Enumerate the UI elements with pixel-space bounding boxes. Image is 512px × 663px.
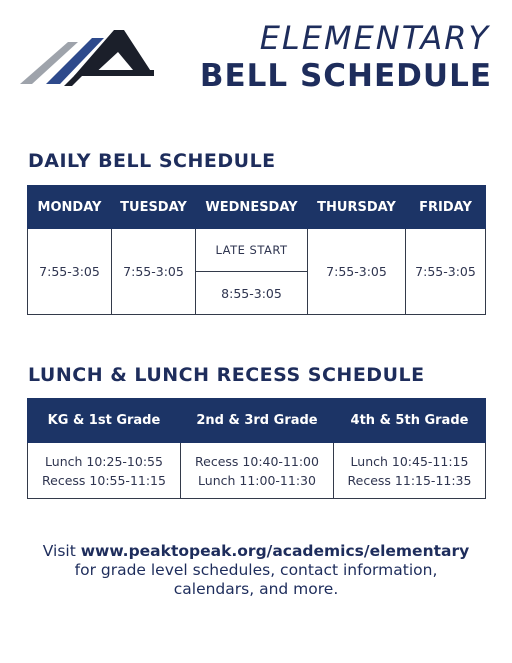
4th-5th-line2: Recess 11:15-11:35 — [347, 472, 472, 488]
lunch-schedule-heading: LUNCH & LUNCH RECESS SCHEDULE — [28, 364, 425, 386]
kg-1st-line2: Recess 10:55-11:15 — [42, 472, 166, 488]
friday-time: 7:55-3:05 — [406, 229, 486, 315]
footer-url-link[interactable]: www.peaktopeak.org/academics/elementary — [80, 542, 470, 560]
column-header-wednesday: WEDNESDAY — [196, 186, 308, 229]
lunch-row — [28, 443, 486, 499]
column-header-tuesday: TUESDAY — [112, 186, 196, 229]
2nd-3rd-line1: Recess 10:40-11:00 — [195, 453, 319, 469]
lunch-schedule-table — [27, 398, 486, 499]
wednesday-time: 8:55-3:05 — [196, 272, 308, 315]
lunch-header-row — [28, 399, 486, 443]
footer-line1 — [20, 542, 492, 561]
wednesday-late-start: LATE START — [196, 229, 308, 272]
kg-1st-line1: Lunch 10:25-10:55 — [45, 453, 163, 469]
column-header-friday: FRIDAY — [406, 186, 486, 229]
footer-text — [20, 542, 492, 599]
tuesday-time: 7:55-3:05 — [112, 229, 196, 315]
2nd-3rd-line2: Lunch 11:00-11:30 — [198, 472, 316, 488]
4th-5th-line1: Lunch 10:45-11:15 — [350, 453, 469, 469]
footer-line3: calendars, and more. — [173, 580, 339, 598]
daily-schedule-heading: DAILY BELL SCHEDULE — [28, 150, 276, 172]
mountain-logo-icon — [20, 24, 154, 88]
column-header-4th-5th: 4th & 5th Grade — [334, 399, 486, 443]
footer-line2: for grade level schedules, contact information, — [74, 561, 438, 579]
thursday-time: 7:55-3:05 — [308, 229, 406, 315]
column-header-2nd-3rd: 2nd & 3rd Grade — [181, 399, 334, 443]
column-header-thursday: THURSDAY — [308, 186, 406, 229]
daily-schedule-table — [27, 185, 486, 315]
daily-header-row — [28, 186, 486, 229]
page-title-line1: ELEMENTARY — [259, 19, 490, 57]
monday-time: 7:55-3:05 — [28, 229, 112, 315]
column-header-monday: MONDAY — [28, 186, 112, 229]
daily-row — [28, 229, 486, 272]
4th-5th-times — [334, 443, 486, 499]
kg-1st-times — [28, 443, 181, 499]
column-header-kg-1st: KG & 1st Grade — [28, 399, 181, 443]
page-title-line2: BELL SCHEDULE — [199, 58, 492, 94]
2nd-3rd-times — [181, 443, 334, 499]
footer-visit: Visit — [42, 542, 81, 560]
